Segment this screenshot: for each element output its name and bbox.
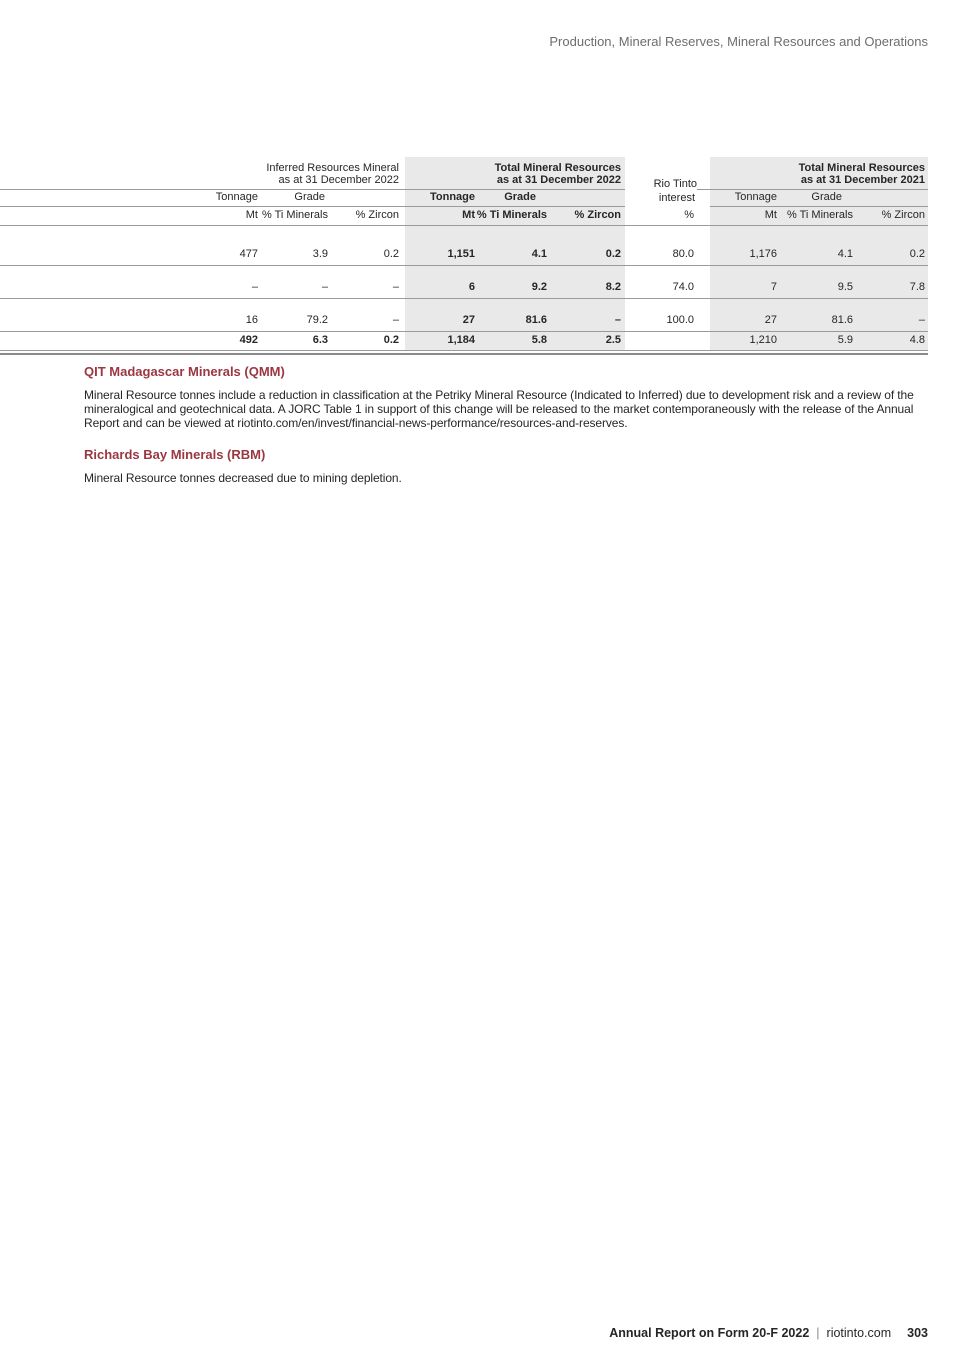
section-heading-qmm: QIT Madagascar Minerals (QMM) — [84, 364, 285, 379]
group-inferred-resources: Inferred Resources Mineral as at 31 December 2022 — [0, 157, 399, 190]
cell-ti-inferred: 3.9 — [312, 247, 328, 260]
cell-ti-2022: 9.2 — [475, 266, 547, 298]
cell-tonnage-2022: 1,151 — [405, 226, 475, 265]
cell-zircon-2021: – — [853, 299, 928, 331]
cell-total-ti-inferred: 6.3 — [312, 333, 328, 346]
cell-ti-2021: 4.1 — [777, 226, 853, 265]
cell-tonnage-2022: 27 — [405, 299, 475, 331]
cell-tonnage-inferred: 16 — [245, 313, 258, 326]
table-row — [0, 299, 928, 332]
col-header-tonnage-2021: Tonnage — [710, 190, 777, 207]
cell-zircon-2022: 0.2 — [547, 226, 625, 265]
unit-ti-minerals-2022: % Ti Minerals — [475, 207, 547, 225]
group-total-resources-2022: Total Mineral Resources as at 31 December 2022 — [405, 157, 625, 190]
table-units-row — [0, 207, 928, 226]
cell-total-zircon-2021: 4.8 — [853, 332, 928, 350]
cell-ti-inferred: – — [321, 280, 328, 293]
col-header-grade-2022: Grade — [475, 190, 547, 207]
cell-total-zircon-inferred: 0.2 — [383, 333, 399, 346]
unit-zircon-inferred: % Zircon — [355, 208, 399, 221]
cell-ti-2022: 81.6 — [475, 299, 547, 331]
cell-total-ti-2022: 5.8 — [475, 332, 547, 350]
unit-ti-minerals-2021: % Ti Minerals — [777, 207, 853, 225]
commentary-sections — [84, 364, 929, 485]
cell-zircon-2021: 0.2 — [853, 226, 928, 265]
cell-ti-inferred: 79.2 — [306, 313, 328, 326]
cell-total-ti-2021: 5.9 — [777, 332, 853, 350]
running-header: Production, Mineral Reserves, Mineral Resources and Operations — [549, 34, 928, 49]
cell-zircon-inferred: 0.2 — [383, 247, 399, 260]
col-header-tonnage-2022: Tonnage — [405, 190, 475, 207]
cell-interest: 80.0 — [672, 247, 694, 260]
cell-interest: 74.0 — [672, 280, 694, 293]
footer-site: riotinto.com — [826, 1326, 892, 1340]
cell-total-tonnage-2022: 1,184 — [405, 332, 475, 350]
cell-tonnage-inferred: 477 — [239, 247, 258, 260]
cell-tonnage-2021: 1,176 — [710, 226, 777, 265]
table-total-row — [0, 332, 928, 351]
footer-page-number: 303 — [907, 1326, 928, 1340]
cell-ti-2021: 9.5 — [777, 266, 853, 298]
col-header-grade-2021: Grade — [777, 190, 853, 207]
unit-mt-2021: Mt — [710, 207, 777, 225]
cell-tonnage-inferred: – — [251, 280, 258, 293]
col-header-grade-inferred: Grade — [258, 190, 328, 207]
cell-total-zircon-2022: 2.5 — [547, 332, 625, 350]
unit-zircon-2022: % Zircon — [547, 207, 625, 225]
qmm-paragraph-line: Report and can be viewed at riotinto.com/en/invest/financial-news-performance/resources-and-reserves. — [84, 416, 628, 430]
cell-zircon-inferred: – — [392, 280, 399, 293]
mineral-resources-table — [0, 157, 928, 355]
unit-mt-2022: Mt — [405, 207, 475, 225]
cell-interest: 100.0 — [666, 313, 694, 326]
cell-total-interest — [625, 332, 710, 350]
page-footer — [609, 1326, 928, 1340]
cell-ti-2021: 81.6 — [777, 299, 853, 331]
cell-tonnage-2022: 6 — [405, 266, 475, 298]
unit-percent-interest: % — [684, 208, 694, 221]
cell-zircon-2021: 7.8 — [853, 266, 928, 298]
qmm-paragraph-line: mineralogical and geotechnical data. A JORC Table 1 in support of this change will be released to the market contemporaneously with the release of the Annual — [84, 402, 914, 416]
cell-total-tonnage-inferred: 492 — [239, 333, 258, 346]
cell-zircon-2022: 8.2 — [547, 266, 625, 298]
cell-zircon-2022: – — [547, 299, 625, 331]
cell-zircon-inferred: – — [392, 313, 399, 326]
group-total-resources-2021: Total Mineral Resources as at 31 December 2021 — [710, 157, 928, 190]
unit-zircon-2021: % Zircon — [853, 207, 928, 225]
cell-tonnage-2021: 7 — [710, 266, 777, 298]
section-heading-rbm: Richards Bay Minerals (RBM) — [84, 447, 266, 462]
table-bottom-rule — [0, 353, 928, 355]
rbm-paragraph-line: Mineral Resource tonnes decreased due to mining depletion. — [84, 471, 402, 485]
qmm-paragraph-line: Mineral Resource tonnes include a reduction in classification at the Petriky Mineral Resource (Indicated to Inferred) due to development risk and a review of the — [84, 388, 914, 402]
table-row — [0, 266, 928, 299]
col-header-interest: interest — [658, 191, 695, 204]
unit-mt-inferred: Mt — [245, 208, 258, 221]
table-column-header-row — [0, 190, 928, 207]
table-group-header-row — [0, 157, 928, 190]
table-row — [0, 226, 928, 266]
cell-total-tonnage-2021: 1,210 — [710, 332, 777, 350]
cell-ti-2022: 4.1 — [475, 226, 547, 265]
unit-ti-minerals-inferred: % Ti Minerals — [261, 208, 328, 221]
footer-separator: | — [816, 1326, 820, 1340]
col-header-tonnage-inferred: Tonnage — [170, 190, 258, 207]
footer-report-title: Annual Report on Form 20-F 2022 — [609, 1326, 810, 1340]
group-rio-tinto-interest: Rio Tinto — [625, 157, 710, 190]
cell-tonnage-2021: 27 — [710, 299, 777, 331]
